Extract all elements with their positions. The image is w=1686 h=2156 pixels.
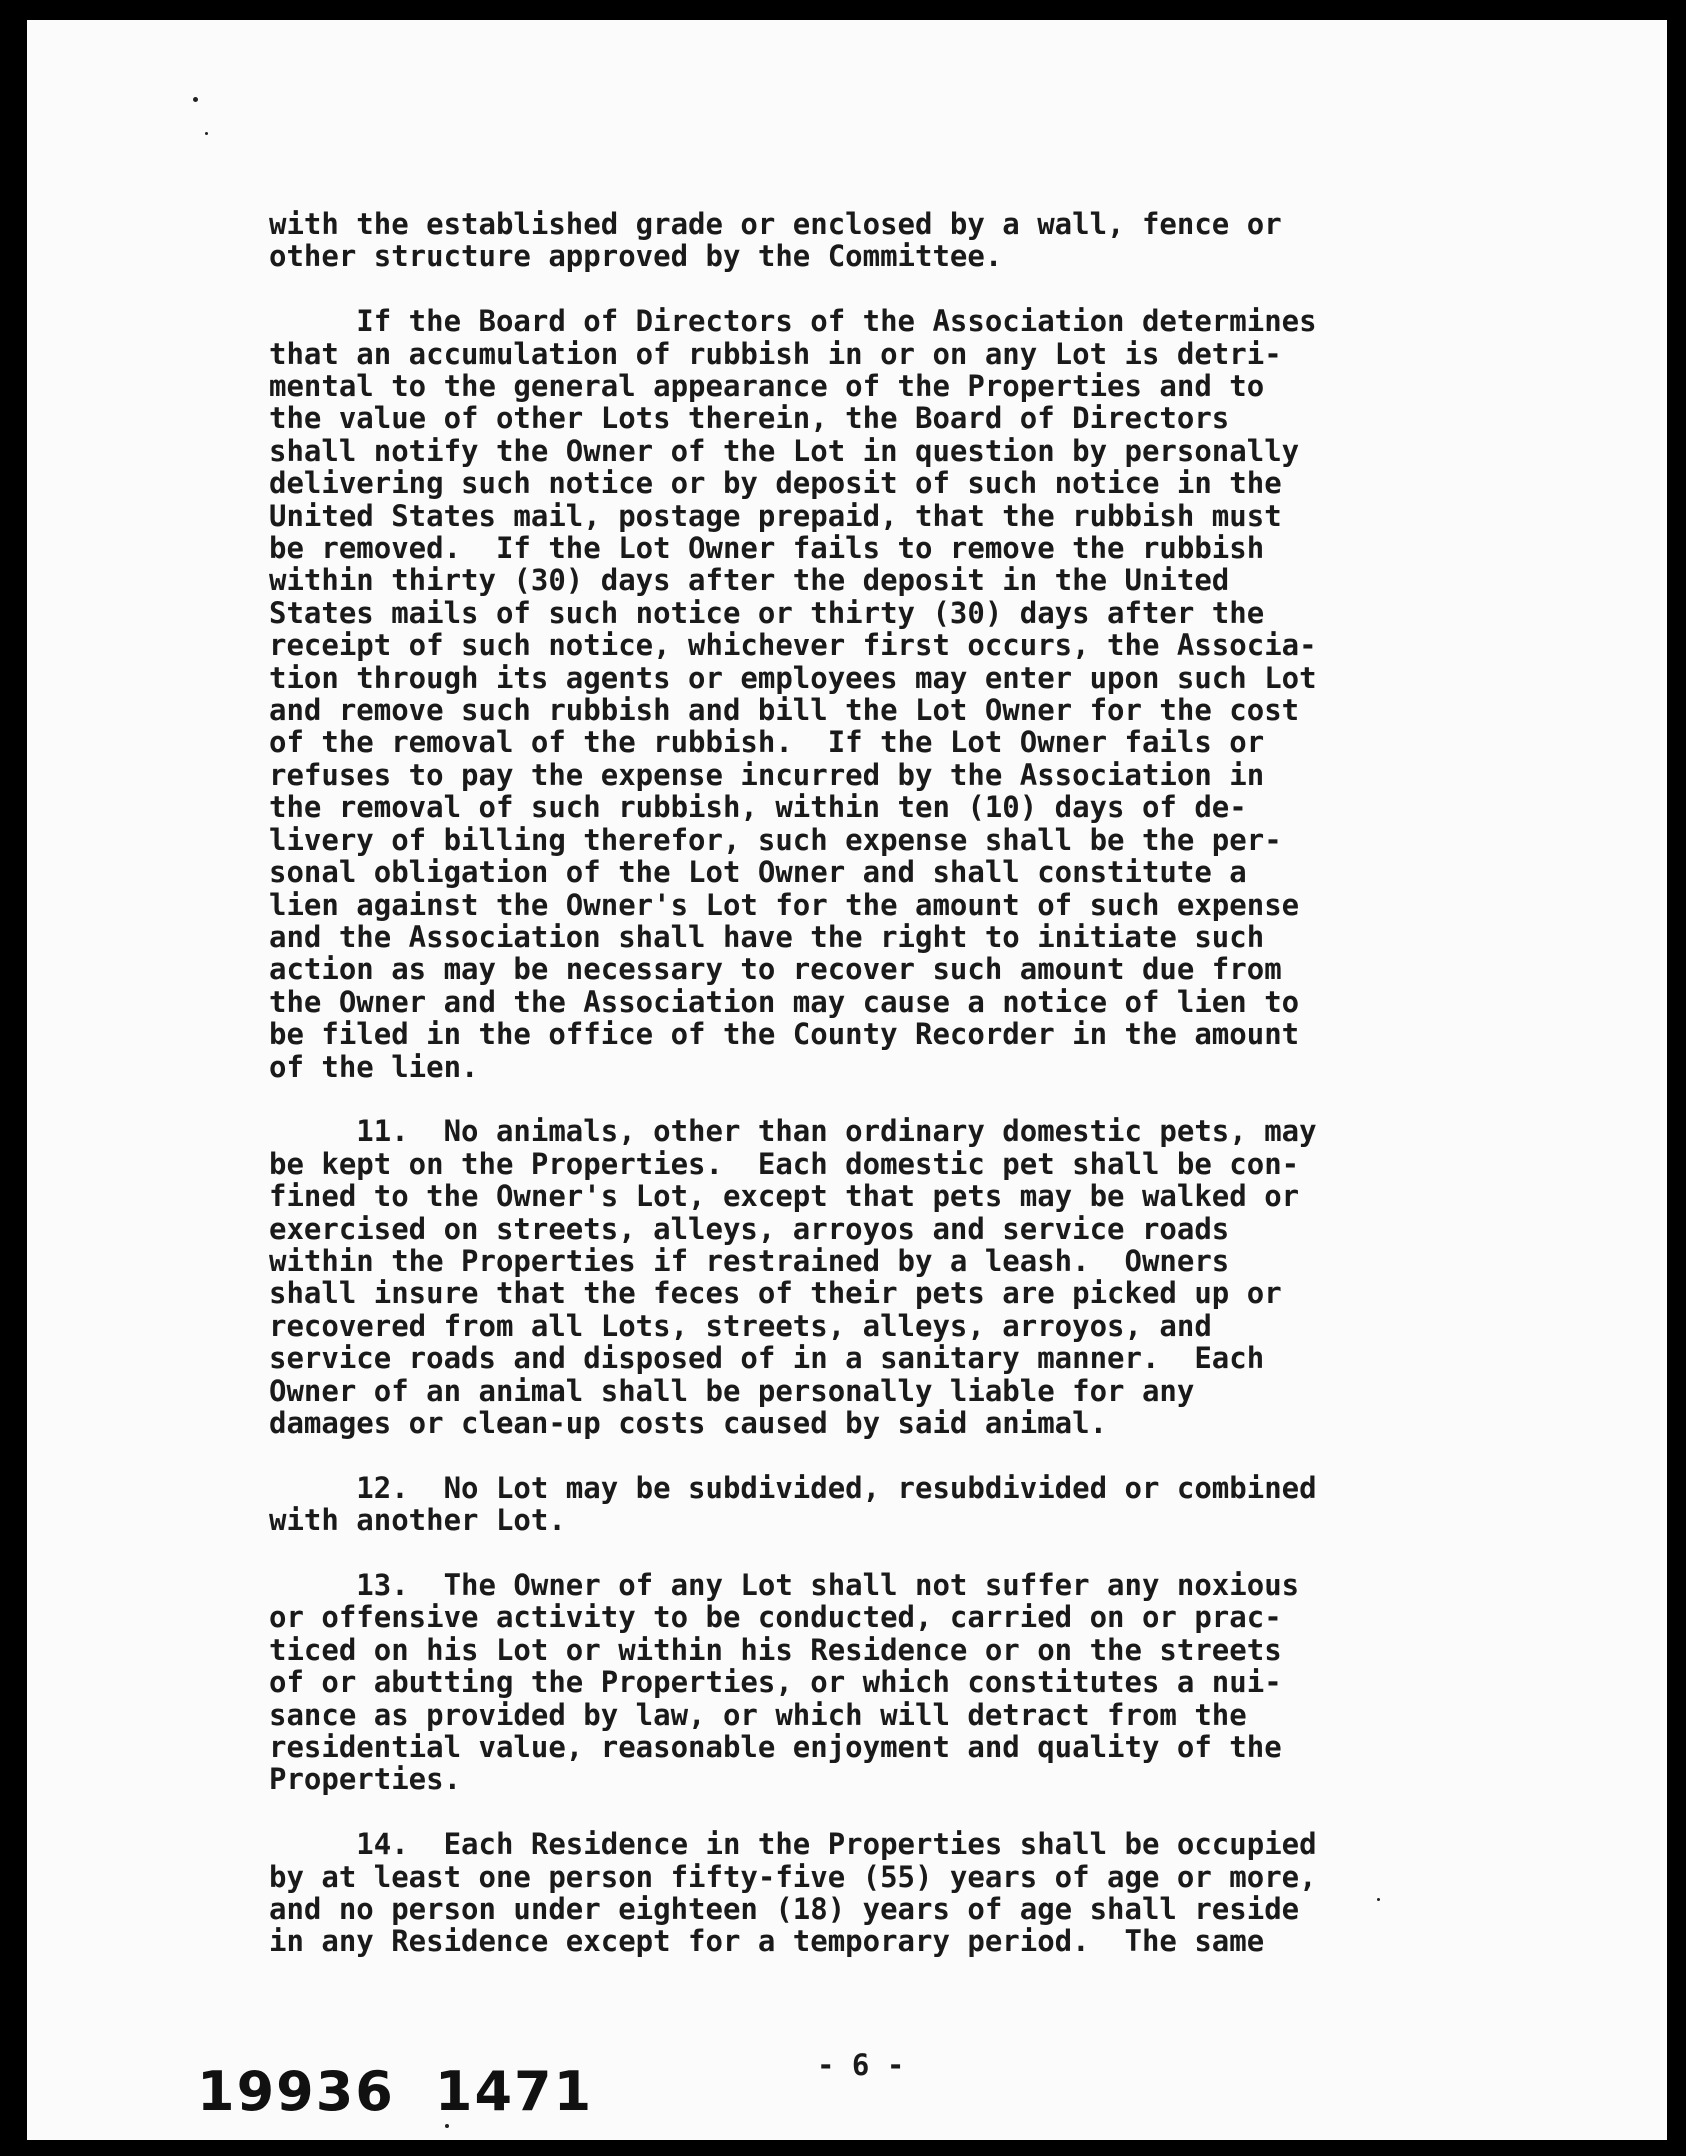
recording-stamp — [197, 2060, 593, 2123]
body-text — [269, 208, 1509, 1990]
scan-speck — [193, 97, 198, 102]
paragraph-13-nuisance: 13. The Owner of any Lot shall not suffer any noxious or offensive activity to be conducted, carried on or prac- ticed on his Lot or within his Residence or on the streets of or abutting the Properties, or which constitutes a nui- sance as provided by law, or which will detract from the residential value, reasonable enjoyment and quality of the Properties. — [269, 1568, 1300, 1797]
stamp-book-number: 19936 — [197, 2060, 395, 2123]
scan-speck — [1377, 1898, 1380, 1901]
paragraph-rubbish: If the Board of Directors of the Association determines that an accumulation of rubbish in or on any Lot is detri- mental to the general appearance of the Properties and to the value of other Lots therein, the Board of Directors shall notify the Owner of the Lot in question by personally delivering such notice or by deposit of such notice in the United States mail, postage prepaid, that the rubbish must be removed. If the Lot Owner fails to remove the rubbish within thirty (30) days after the deposit in the United States mails of such notice or thirty (30) days after the receipt of such notice, whichever first occurs, the Associa- tion through its agents or employees may enter upon such Lot and remove such rubbish and bill the Lot Owner for the cost of the removal of the rubbish. If the Lot Owner fails or refuses to pay the expense incurred by the Association in the removal of such rubbish, within ten (10) days of de- livery of billing therefor, such expense shall be the per- sonal obligation of the Lot Owner and shall constitute a lien against the Owner's Lot for the amount of such expense and the Association shall have the right to initiate such action as may be necessary to recover such amount due from the Owner and the Association may cause a notice of lien to be filed in the office of the County Recorder in the amount of the lien. — [269, 304, 1317, 1084]
scan-speck — [205, 132, 208, 135]
stamp-page-number: 1471 — [434, 2060, 594, 2123]
paragraph-12-subdivision: 12. No Lot may be subdivided, resubdivided or combined with another Lot. — [269, 1470, 1317, 1538]
paragraph-11-animals: 11. No animals, other than ordinary domestic pets, may be kept on the Properties. Each domestic pet shall be con- fined to the Owner's Lot, except that pets may be walked or exercised on streets, alleys, arroyos and service roads within the Properties if restrained by a leash. Owners shall insure that the feces of their pets are picked up or recovered from all Lots, streets, alleys, arroyos, and service roads and disposed of in a sanitary manner. Each Owner of an animal shall be personally liable for any damages or clean-up costs caused by said animal. — [269, 1114, 1317, 1440]
paragraph-14-occupancy: 14. Each Residence in the Properties shall be occupied by at least one person fifty-five (55) years of age or more, and no person under eighteen (18) years of age shall reside in any Residence except for a temporary period. The same — [269, 1827, 1317, 1959]
document-page — [27, 20, 1667, 2140]
page-number: - 6 - — [817, 2048, 905, 2082]
paragraph-continuation: with the established grade or enclosed by a wall, fence or other structure approved by the Committee. — [269, 207, 1282, 274]
scan-speck — [445, 2124, 449, 2128]
